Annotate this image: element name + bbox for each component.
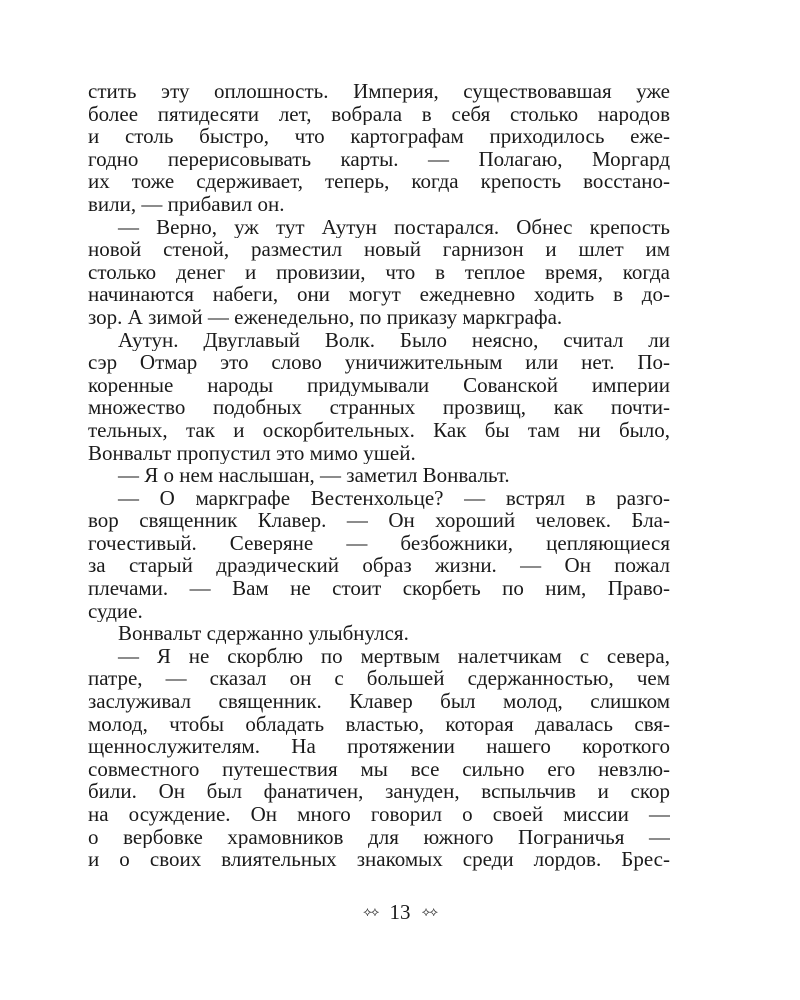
- text-line: и столь быстро, что картографам приходилось еже-: [88, 125, 670, 148]
- text-line: били. Он был фанатичен, зануден, вспыльчив и скор: [88, 780, 670, 803]
- text-line: и о своих влиятельных знакомых среди лордов. Брес-: [88, 848, 670, 871]
- text-line: множество подобных странных прозвищ, как почти-: [88, 396, 670, 419]
- text-line: судие.: [88, 599, 143, 623]
- text-line: годно перерисовывать карты. — Полагаю, Моргард: [88, 147, 670, 171]
- text-line: начинаются набеги, они могут ежедневно ходить в до-: [88, 283, 670, 306]
- text-line: вор священник Клавер. — Он хороший человек. Бла-: [88, 509, 670, 532]
- page-number-footer: [0, 900, 800, 925]
- text-line: коренные народы придумывали Сованской империи: [88, 373, 670, 397]
- text-line: — Я не скорблю по мертвым налетчикам с севера,: [118, 644, 670, 668]
- ornament-right-icon: ⟡⟡: [421, 904, 437, 919]
- text-line: совместного путешествия мы все сильно его невзлю-: [88, 757, 670, 781]
- text-line: патре, — сказал он с большей сдержанностью, чем: [88, 667, 670, 691]
- text-line: гочестивый. Северяне — безбожники, цепляющиеся: [88, 531, 670, 555]
- body-text: [88, 80, 670, 871]
- text-line: о вербовке храмовников для южного Пограничья —: [88, 825, 670, 849]
- text-line: на осуждение. Он много говорил о своей миссии —: [88, 803, 670, 826]
- text-line: Вонвальт сдержанно улыбнулся.: [118, 622, 409, 645]
- text-line: — О маркграфе Вестенхольце? — встрял в разго-: [118, 486, 670, 510]
- text-line: Вонвальт пропустил это мимо ушей.: [88, 441, 416, 465]
- text-line: за старый драэдический образ жизни. — Он пожал: [88, 554, 670, 578]
- text-line: вили, — прибавил он.: [88, 192, 285, 216]
- text-line: щеннослужителям. На протяжении нашего короткого: [88, 735, 670, 758]
- text-line: тельных, так и оскорбительных. Как бы там ни было,: [88, 418, 670, 442]
- text-line: Аутун. Двуглавый Волк. Было неясно, считал ли: [118, 328, 670, 352]
- text-line: более пятидесяти лет, вобрала в себя столько народов: [88, 102, 670, 126]
- text-line: новой стеной, разместил новый гарнизон и шлет им: [88, 238, 670, 261]
- text-line: — Верно, уж тут Аутун постарался. Обнес крепость: [118, 215, 670, 239]
- text-line: заслуживал священник. Клавер был молод, слишком: [88, 690, 670, 713]
- text-line: молод, чтобы обладать властью, которая давалась свя-: [88, 712, 670, 736]
- text-line: — Я о нем наслышан, — заметил Вонвальт.: [118, 464, 510, 487]
- text-line: сэр Отмар это слово уничижительным или нет. По-: [88, 351, 670, 374]
- text-line: их тоже сдерживает, теперь, когда крепость восстано-: [88, 170, 670, 193]
- text-line: плечами. — Вам не стоит скорбеть по ним, Право-: [88, 577, 670, 600]
- ornament-left-icon: ⟡⟡: [363, 904, 379, 919]
- text-line: стить эту оплошность. Империя, существовавшая уже: [88, 80, 670, 103]
- text-line: зор. А зимой — еженедельно, по приказу маркграфа.: [88, 305, 563, 329]
- page-number: 13: [389, 900, 411, 924]
- text-line: столько денег и провизии, что в теплое время, когда: [88, 260, 670, 284]
